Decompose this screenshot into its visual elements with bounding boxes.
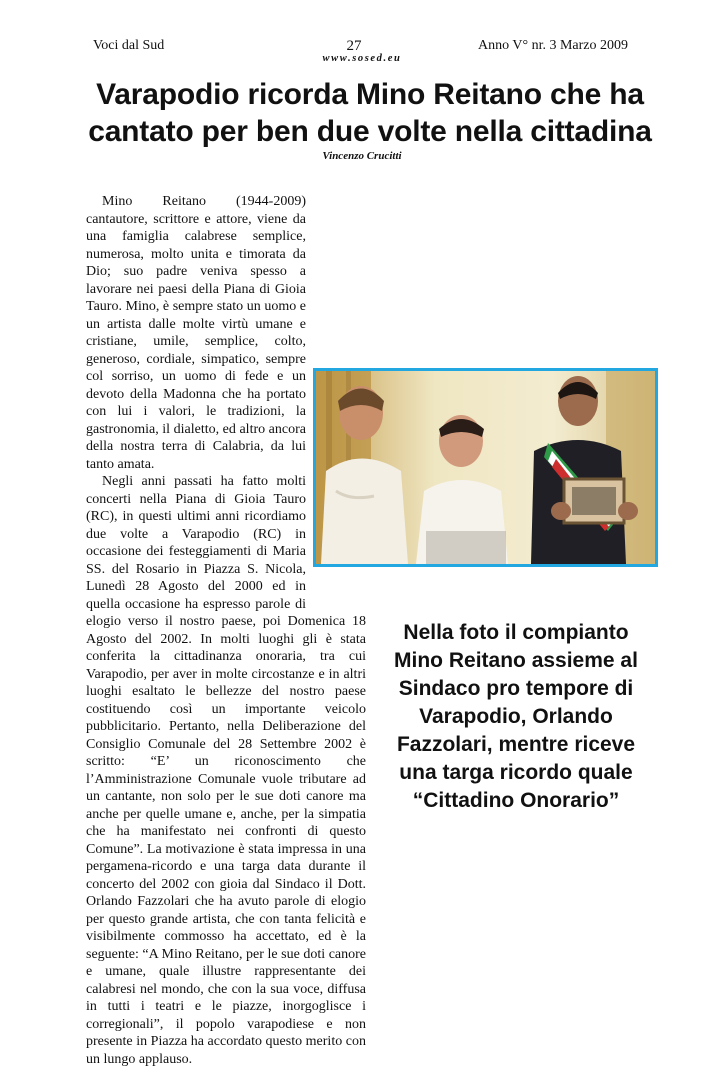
article-paragraph-1: Mino Reitano (1944-2009) cantautore, scrittore e attore, viene da una famiglia calabrese semplice, numerosa, molto unita e timorata da Dio; suo padre veniva spesso a lavorare nei paesi della Piana di Gioia Tauro. Mino, è sempre stato un uomo e un artista dalle molte virtù umane e cristiane, umile, semplice, colto, generoso, cordiale, simpatico, sempre col sorriso, un uomo di fede e un devoto della Madonna che ha portato con lui i valori, le tradizioni, la gastronomia, il dialetto, ed altro ancora della nostra terra di Calabria, da lui tanto amata.: [86, 194, 306, 472]
article-title: [60, 76, 680, 150]
header-publication-name: Voci dal Sud: [93, 38, 165, 53]
photo-caption: Nella foto il compianto Mino Reitano assieme al Sindaco pro tempore di Varapodio, Orlando Fazzolari, mentre riceve una targa ricordo quale “Cittadino Onorario”: [394, 621, 638, 812]
header-page-number: 27: [346, 38, 362, 54]
header-issue-date: Anno V° nr. 3 Marzo 2009: [478, 38, 628, 53]
photo-illustration: [316, 371, 655, 564]
article-paragraph-2: Negli anni passati ha fatto molti concerti nella Piana di Gioia Tauro (RC), in questi ultimi anni ricordiamo due volte a Varapodio (RC) in occasione dei festeggiamenti di Maria SS. del Rosario in Piazza S. Nicola, Lunedì 28 Agosto del 2000 ed in quella occasione ha espresso parole di elogio verso il nostro paese, poi Domenica 18 Agosto del 2002. In molti luoghi gli è stata conferita la cittadinanza onoraria, tra cui Varapodio, per aver in molte circostanze e in altri luoghi esaltato le bellezze del nostro paese costituendo così un importante veicolo pubblicitario. Pertanto, nella Deliberazione del Consiglio Comunale del 28 Settembre 2002 è scritto: “E’ un riconoscimento che l’Amministrazione Comunale vuole tributare ad un cantante, non solo per le sue doti canore ma anche per quelle umane e, anche, per la simpatia che ha manifestato nei confronti di questo Comune”. La motivazione è stata impressa in una pergamena-ricordo e una targa data durante il concerto del 2002 con gioia dal Sindaco il Dott. Orlando Fazzolari che ha avuto parole di elogio per questo grande artista, che con tanta felicità e visibilmente commosso ha accettato, ed è la seguente: “A Mino Reitano, per le sue doti canore e umane, quale illustre rappresentante dei calabresi nel mondo, che con la sua voce, diffusa in tutti i teatri e le piazze, inorgoglisce i corregionali”, il popolo varapodiese e non presente in Piazza ha accordato questo merito con un lungo applauso.: [86, 474, 366, 1067]
article-title-line-1: Varapodio ricorda Mino Reitano che ha: [96, 78, 644, 111]
article-photo: [313, 368, 658, 567]
header-website-url: www.sosed.eu: [322, 53, 402, 64]
article-author: Vincenzo Crucitti: [322, 150, 402, 162]
article-title-line-2: cantato per ben due volte nella cittadina: [88, 115, 652, 148]
article-body: [86, 193, 366, 1068]
